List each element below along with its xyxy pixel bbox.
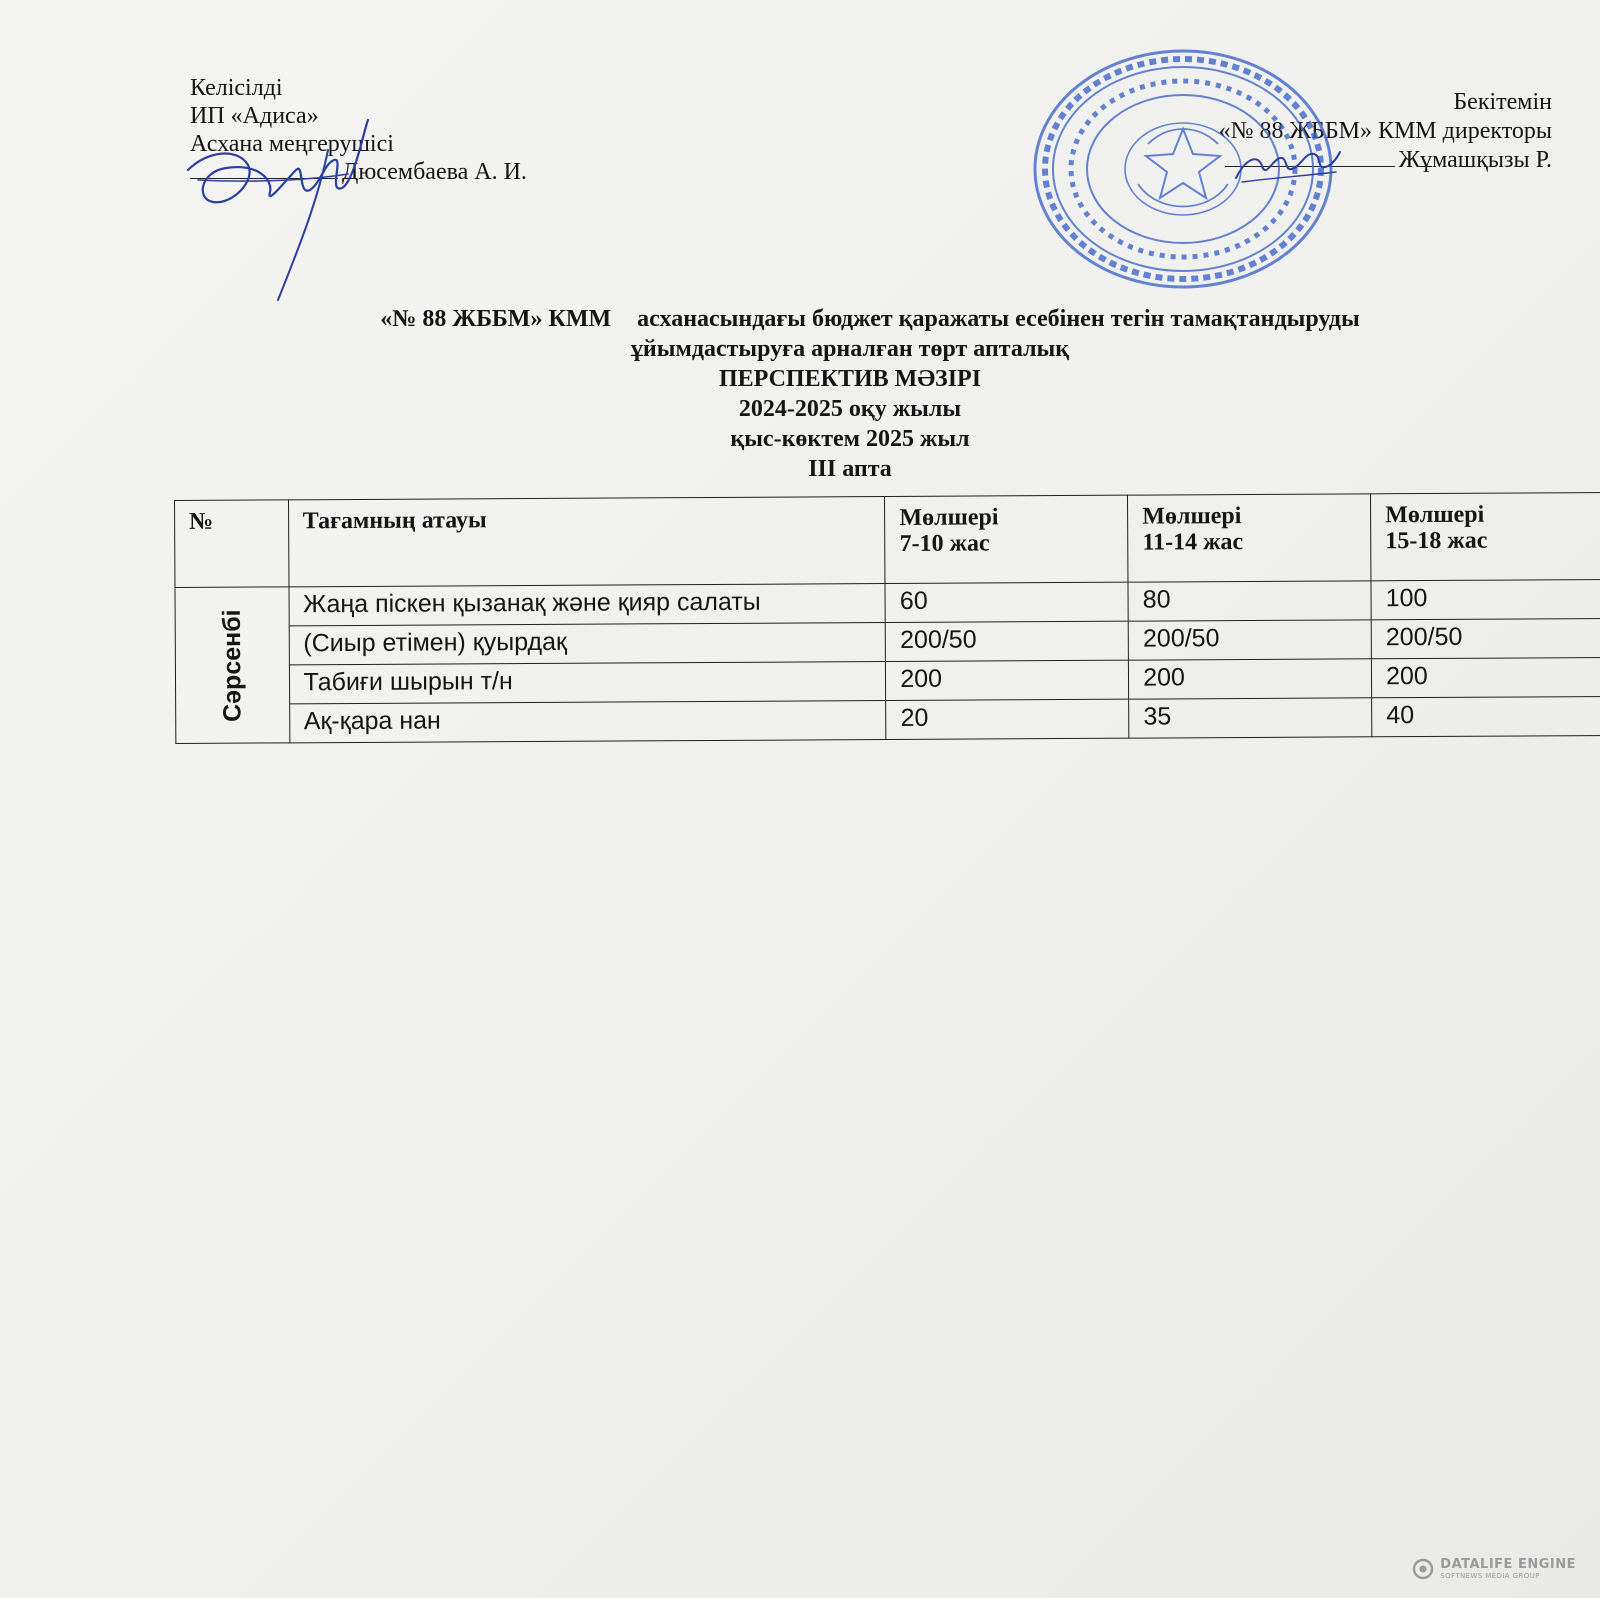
approval-left-position: Асхана меңгерушісі <box>190 131 394 157</box>
portion-11-14: 80 <box>1128 581 1371 621</box>
header-dish-name: Тағамның атауы <box>288 497 885 587</box>
heading-line-2: ұйымдастыруға арналған төрт апталық <box>630 336 1070 362</box>
heading-org: «№ 88 ЖББМ» КММ <box>380 306 612 332</box>
header-portion-7-10 <box>885 495 1128 583</box>
portion-7-10: 200 <box>886 660 1129 700</box>
dish-name: (Сиыр етімен) қуырдақ <box>289 623 886 665</box>
heading-school-year: 2024-2025 оқу жылы <box>738 396 962 422</box>
portion-11-14: 35 <box>1129 698 1372 738</box>
header-number: № <box>175 500 289 588</box>
header-portion-age: 7-10 жас <box>899 530 990 557</box>
header-portion-age: 15-18 жас <box>1385 527 1488 555</box>
dish-name: Ақ-қара нан <box>289 701 886 743</box>
datalife-logo-icon <box>1412 1558 1434 1580</box>
header-portion-15-18 <box>1371 492 1600 580</box>
approval-right-name: Жұмашқызы Р. <box>1398 147 1552 173</box>
watermark-main: DATALIFE ENGINE <box>1440 1557 1576 1572</box>
header-portion-label: Мөлшері <box>1385 501 1485 529</box>
portion-15-18: 40 <box>1372 696 1600 736</box>
dish-name: Жаңа піскен қызанақ және қияр салаты <box>289 584 886 626</box>
watermark <box>1412 1557 1576 1580</box>
watermark-sub: SOFTNEWS MEDIA GROUP <box>1440 1572 1540 1580</box>
portion-7-10: 60 <box>885 582 1128 622</box>
portion-11-14: 200/50 <box>1128 620 1371 660</box>
approval-right-position: «№ 88 ЖББМ» КММ директоры <box>1218 118 1552 144</box>
header-portion-label: Мөлшері <box>899 504 999 531</box>
table-header-row <box>175 492 1600 587</box>
header-portion-label: Мөлшері <box>1142 503 1242 530</box>
table-row <box>176 696 1600 743</box>
approval-right-title: Бекітемін <box>1453 89 1552 115</box>
heading-season: қыс-көктем 2025 жыл <box>730 426 970 452</box>
header-portion-11-14 <box>1128 494 1371 582</box>
heading-title: ПЕРСПЕКТИВ МӘЗІРІ <box>718 366 982 392</box>
document-heading <box>160 304 1540 484</box>
heading-week: ІІІ апта <box>808 456 892 482</box>
header-portion-age: 11-14 жас <box>1142 529 1244 556</box>
dish-name: Табиғи шырын т/н <box>289 662 886 704</box>
portion-11-14: 200 <box>1129 659 1372 699</box>
menu-table <box>174 492 1600 744</box>
day-label: Сәрсенбі <box>217 608 247 722</box>
heading-line-1-rest: асханасындағы бюджет қаражаты есебінен тегін тамақтандыруды <box>637 306 1360 332</box>
approval-left-name: Дюсембаева А. И. <box>342 159 527 185</box>
heading-line-1 <box>160 304 1540 334</box>
signature-right-icon <box>1232 138 1342 198</box>
day-cell <box>175 587 289 744</box>
portion-7-10: 20 <box>886 699 1129 739</box>
portion-15-18: 200/50 <box>1371 618 1600 658</box>
signature-left-icon <box>178 110 378 310</box>
approval-left-company: ИП «Адиса» <box>190 103 319 129</box>
portion-7-10: 200/50 <box>885 621 1128 661</box>
approval-left-title: Келісілді <box>190 75 283 101</box>
portion-15-18: 200 <box>1371 657 1600 697</box>
portion-15-18: 100 <box>1371 579 1600 619</box>
